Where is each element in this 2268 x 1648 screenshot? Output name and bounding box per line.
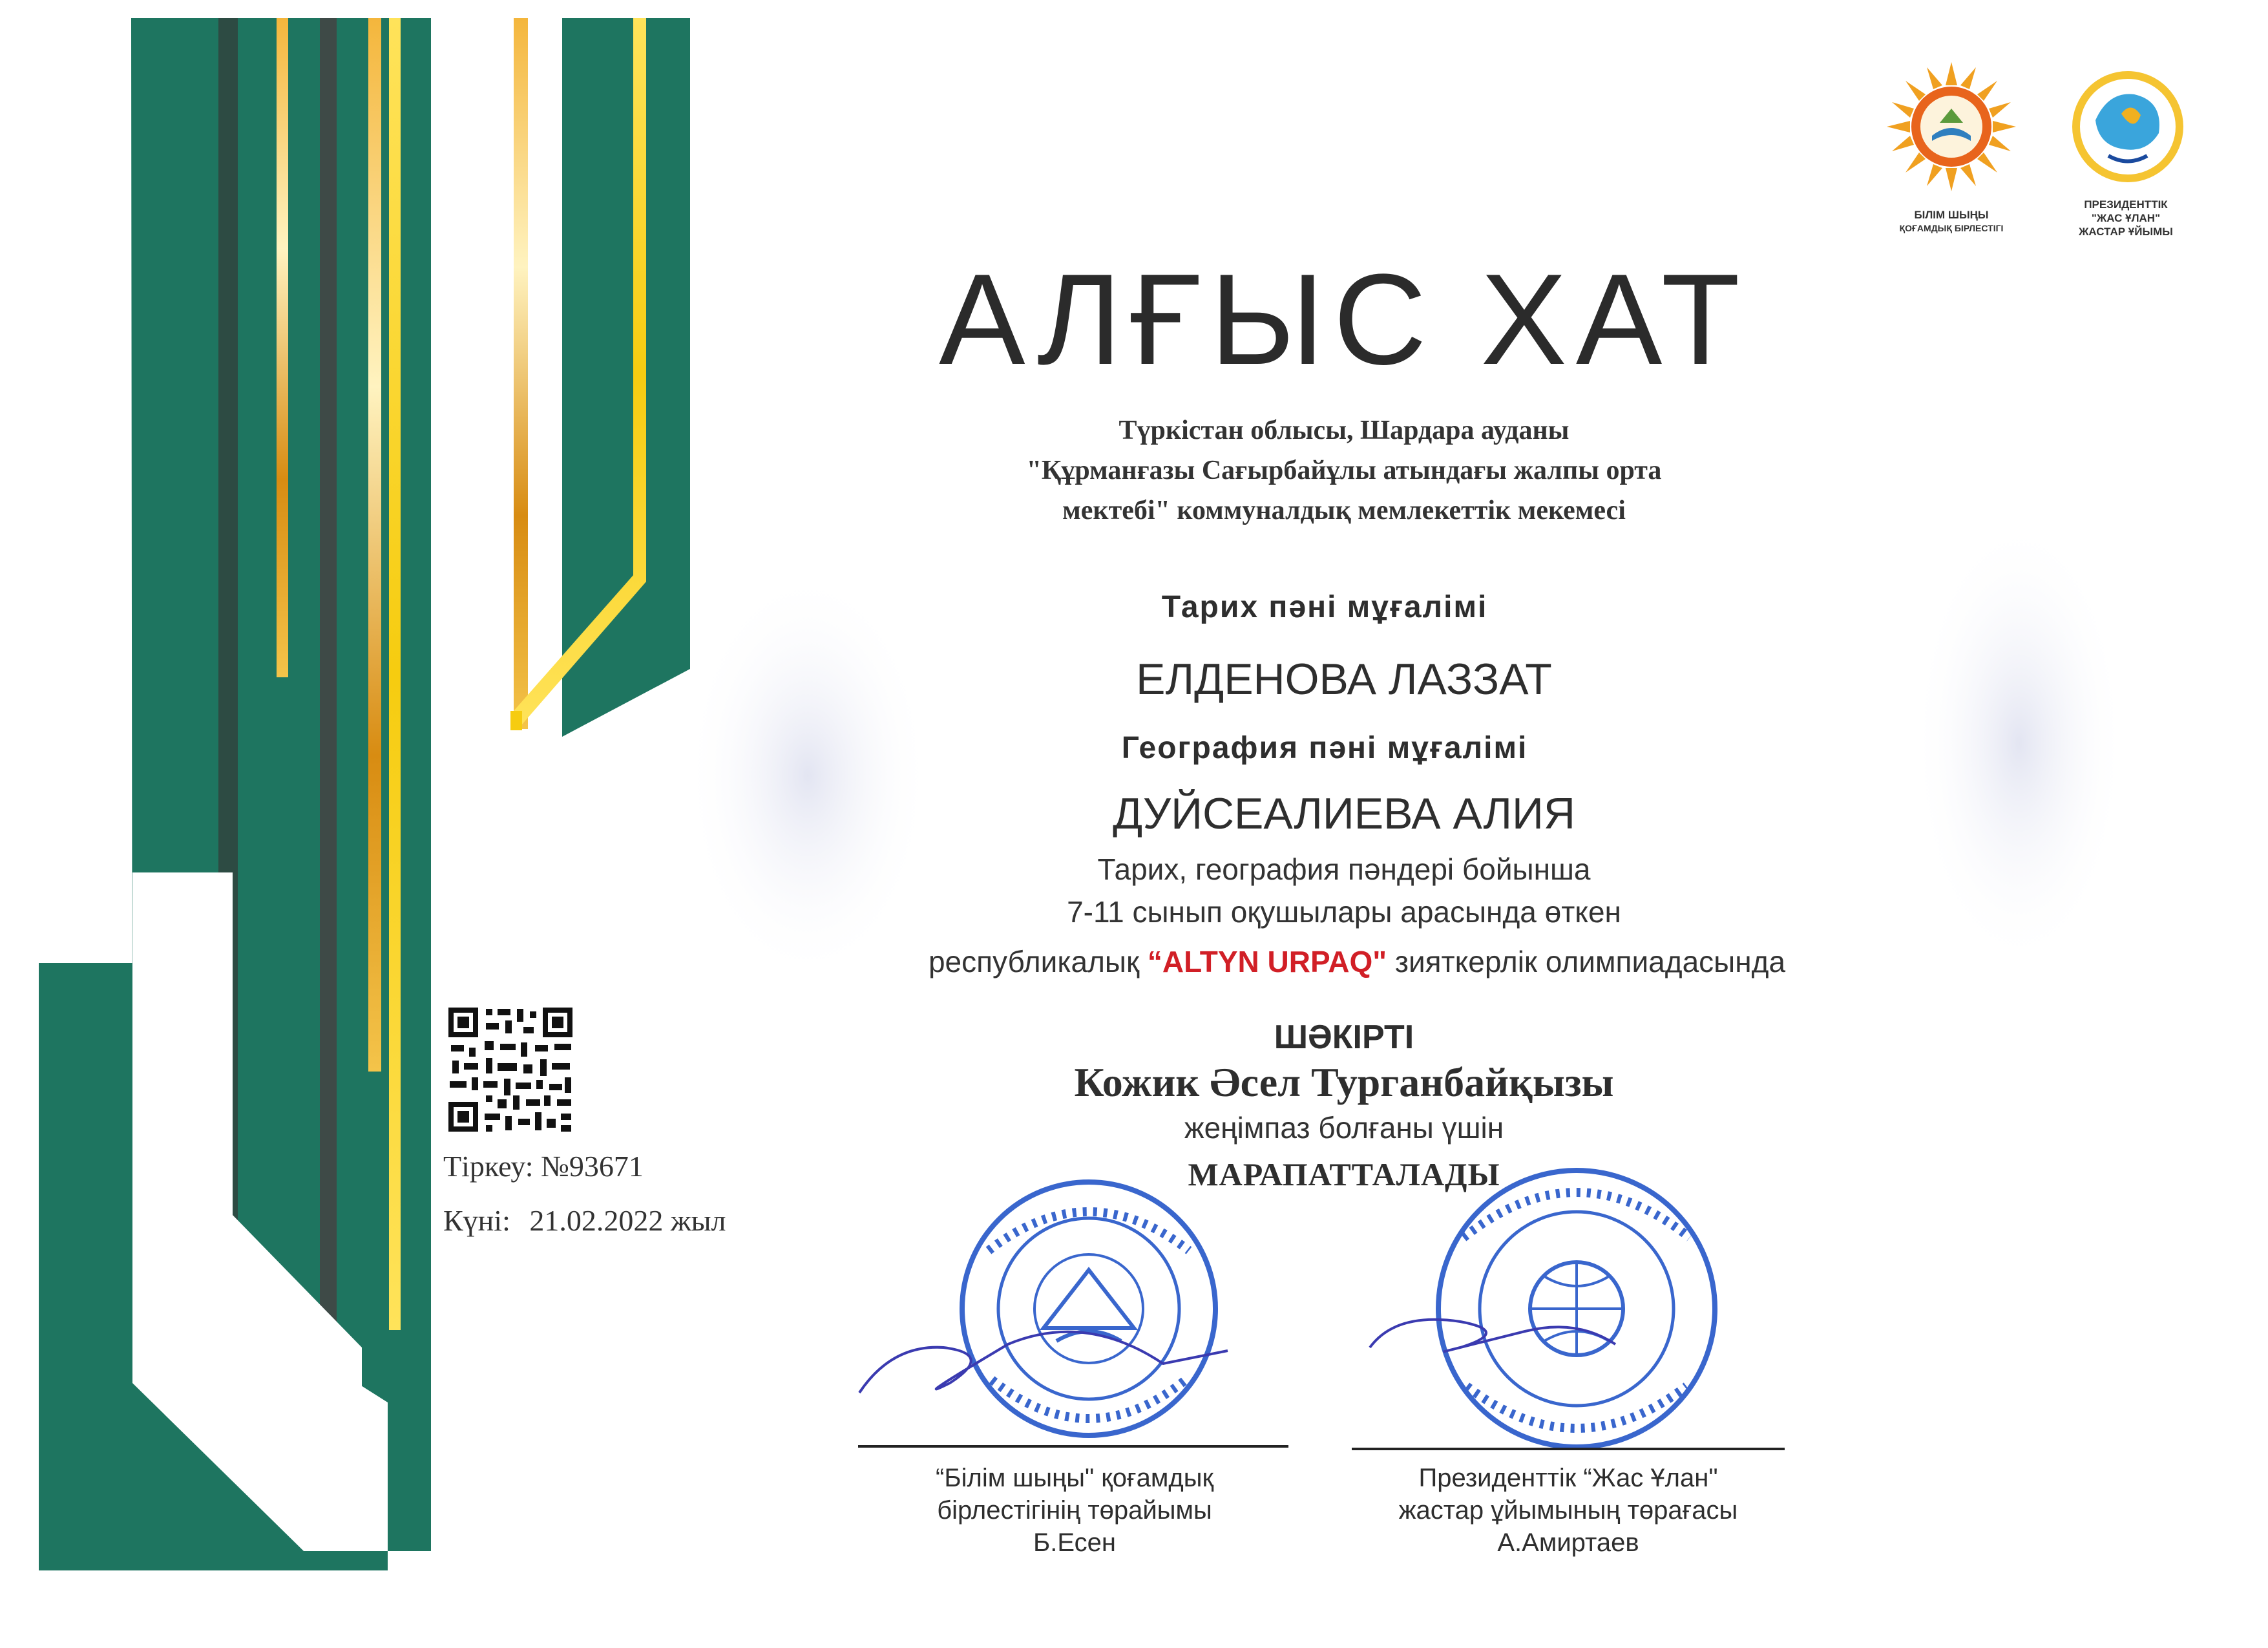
olympiad-suffix: зияткерлік олимпиадасында <box>1394 945 1786 978</box>
qr-code <box>446 1005 575 1134</box>
description-block <box>711 848 1977 933</box>
organization-line: "Құрманғазы Сағырбайұлы атындағы жалпы орта <box>1026 456 1662 485</box>
date-value: 21.02.2022 жыл <box>529 1204 726 1237</box>
jas-ulan-logo-line3: ЖАСТАР ҰЙЫМЫ <box>2079 226 2173 238</box>
left-signatory <box>859 1462 1290 1559</box>
bilim-logo-line1: БІЛІМ ШЫҢЫ <box>1914 209 1989 221</box>
bilim-logo-line2: ҚОҒАМДЫҚ БІРЛЕСТІГІ <box>1899 223 2004 233</box>
olympiad-name: “ALTYN URPAQ" <box>1147 945 1387 978</box>
right-signatory-name: А.Амиртаев <box>1497 1528 1639 1557</box>
yellow-stripe <box>389 18 401 1330</box>
certificate-title: АЛҒЫС ХАТ <box>939 248 1749 392</box>
right-signatory <box>1352 1462 1785 1559</box>
olympiad-prefix: республикалық <box>928 945 1140 978</box>
jas-ulan-logo-caption <box>2061 198 2190 238</box>
recipient-role: Тарих пәні мұғалімі <box>1161 590 1488 624</box>
student-label: ШӘКІРТІ <box>1274 1019 1414 1056</box>
recipient-name: ЕЛДЕНОВА ЛАЗЗАТ <box>1136 655 1552 704</box>
right-signature-line <box>1352 1448 1785 1450</box>
olympiad-line <box>775 940 1938 983</box>
description-line: Тарих, география пәндері бойынша <box>1097 852 1591 886</box>
jas-ulan-stamp <box>1438 1170 1715 1447</box>
left-signatory-line: “Білім шыңы" қоғамдық <box>936 1464 1213 1492</box>
bilim-logo-caption <box>1887 208 2016 235</box>
date-row <box>443 1203 726 1238</box>
left-signature-line <box>858 1445 1288 1448</box>
date-label: Күні: <box>443 1204 510 1237</box>
registration-number: Тіркеу: №93671 <box>443 1150 644 1183</box>
green-chevron <box>562 18 690 737</box>
left-signatory-line: бірлестігінің төрайымы <box>937 1496 1212 1525</box>
organization-line: мектебі" коммуналдық мемлекеттік мекемесі <box>1062 496 1626 525</box>
organization-line: Түркістан облысы, Шардара ауданы <box>1118 416 1570 445</box>
organization-block <box>711 410 1977 531</box>
award-text: МАРАПАТТАЛАДЫ <box>1188 1156 1500 1192</box>
winner-text: жеңімпаз болғаны үшін <box>1184 1111 1504 1145</box>
right-signatory-line: Президенттік “Жас Ұлан" <box>1418 1464 1718 1492</box>
bilim-shyny-logo <box>1887 62 2016 191</box>
description-line: 7-11 сынып оқушылары арасында өткен <box>1067 895 1621 929</box>
right-signature <box>1370 1320 1615 1351</box>
right-signatory-line: жастар ұйымының төрағасы <box>1398 1496 1738 1525</box>
jas-ulan-logo-line2: "ЖАС ҰЛАН" <box>2091 212 2161 224</box>
left-signatory-name: Б.Есен <box>1033 1528 1116 1557</box>
jas-ulan-logo-line1: ПРЕЗИДЕНТТІК <box>2084 198 2168 211</box>
recipient-name: ДУЙСЕАЛИЕВА АЛИЯ <box>1113 789 1575 838</box>
recipient-role: География пәні мұғалімі <box>1121 731 1528 765</box>
gold-stripe <box>514 18 528 729</box>
gold-stripe <box>277 18 288 677</box>
jas-ulan-logo <box>2072 71 2183 182</box>
yellow-foot <box>510 711 522 730</box>
gold-stripe <box>368 18 381 1072</box>
dark-stripe <box>320 18 337 1349</box>
bilim-shyny-stamp <box>962 1182 1215 1435</box>
student-name: Кожик Әсел Турганбайқызы <box>1074 1059 1614 1105</box>
